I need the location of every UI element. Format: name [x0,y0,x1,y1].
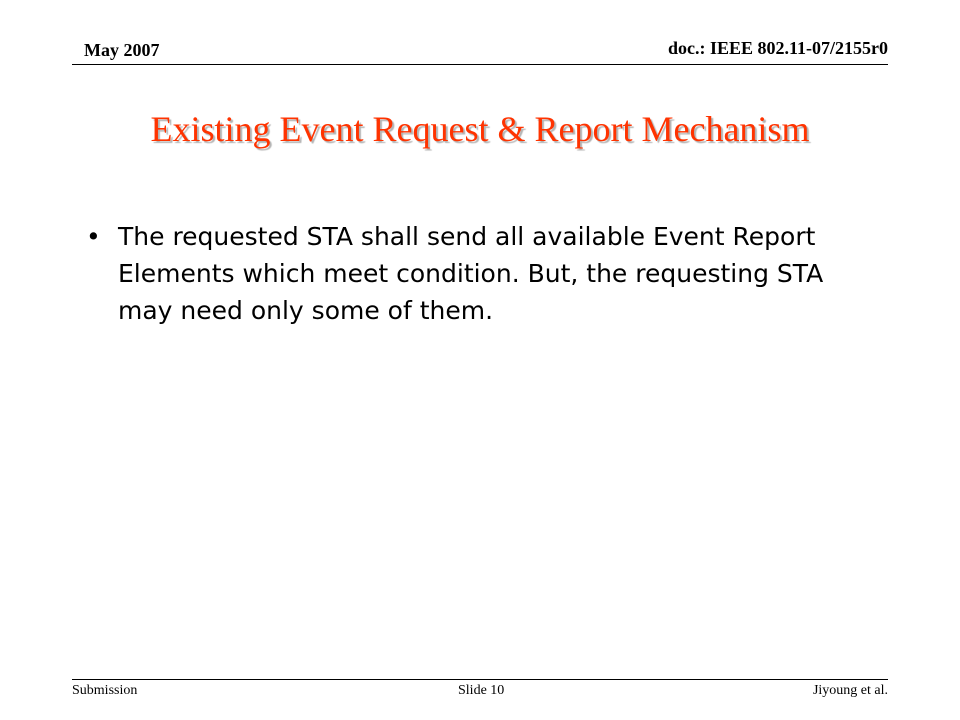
header-date: May 2007 [84,40,160,60]
bullet-text: The requested STA shall send all available Event Report Elements which meet condition. But, the requesting STA may need only some of them. [118,222,824,325]
footer-divider [72,679,888,680]
footer-slide-number: Slide 10 [458,683,505,698]
footer-authors: Jiyoung et al. [812,683,888,698]
header-doc-id: doc.: IEEE 802.11-07/2155r0 [667,38,888,58]
bullet-list [84,218,824,329]
footer-submission: Submission [72,683,138,698]
header-divider [72,64,888,65]
slide-title: Existing Event Request & Report Mechanism [150,109,810,149]
bullet-item [84,218,824,329]
bullet-dot-icon: • [86,222,101,251]
